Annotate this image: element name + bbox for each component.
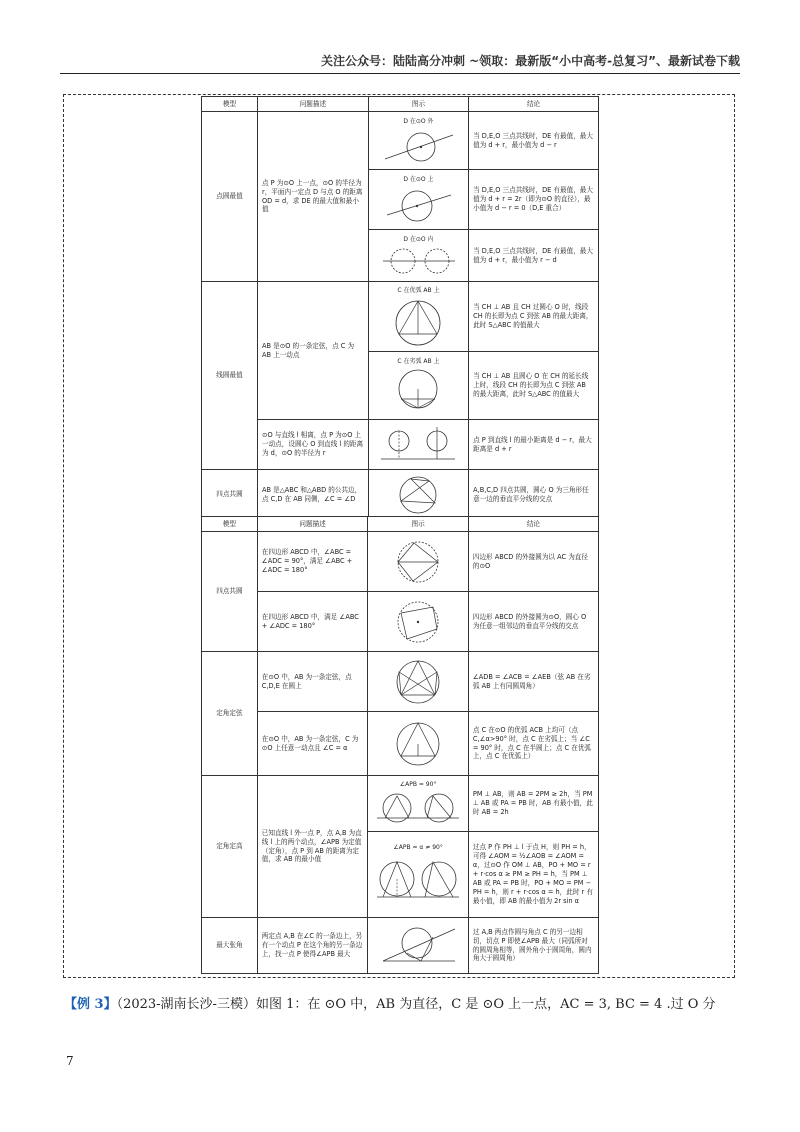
conclusion-cell: ∠ADB = ∠ACB = ∠AEB（弦 AB 在劣弧 AB 上有同圆周角） xyxy=(468,652,598,712)
figure-caption: ∠APB = 90° xyxy=(399,781,437,789)
figure-caption: ∠APB = α ≠ 90° xyxy=(393,844,443,852)
point-inside-circle-figure xyxy=(377,245,459,277)
chord-minor-arc-figure xyxy=(377,367,459,415)
figure-caption: D 在⊙O 内 xyxy=(403,236,434,244)
col-conclusion: 结论 xyxy=(468,517,598,532)
table-row xyxy=(202,776,599,832)
figure-cell xyxy=(368,832,469,918)
table-row xyxy=(202,652,599,712)
circle-line-figure xyxy=(377,425,459,465)
conclusion-cell: 点 P 到直线 l 的最小距离是 d − r，最大距离是 d + r xyxy=(469,420,599,470)
fixed-angle-chord-figure xyxy=(377,720,459,768)
inscribed-angles-figure xyxy=(377,658,459,706)
desc-cell: AB 是⊙O 的一条定弦，点 C 为 AB 上一动点 xyxy=(257,282,368,420)
model-table-2 xyxy=(201,516,599,974)
conclusion-cell: 当 CH ⊥ AB 且圆心 O 在 CH 的延长线上时，线段 CH 的长即为点 C 到弦 AB 的最大距离，此时 S△ABC 的值最大 xyxy=(469,352,599,420)
point-outside-circle-figure xyxy=(377,127,459,165)
header-rule xyxy=(60,73,740,74)
col-desc: 问题描述 xyxy=(257,97,368,112)
example-body: （2023-湖南长沙-三模）如图 1：在 ⊙O 中，AB 为直径，C 是 ⊙O 上一点，AC = 3, BC = 4 .过 O 分 xyxy=(116,997,716,1012)
model-cell: 定角定高 xyxy=(202,776,258,918)
table-row xyxy=(202,712,599,776)
figure-cell xyxy=(368,230,468,282)
table-header-row xyxy=(202,517,599,532)
desc-cell: 在⊙O 中，AB 为一条定弦，点 C,D,E 在圆上 xyxy=(257,652,368,712)
figure-cell xyxy=(368,470,468,520)
conclusion-cell: 点 C 在⊙O 的优弧 ACB 上均可（点 C,∠α>90° 时，点 C 在劣弧上；当 ∠C = 90° 时，点 C 在半圆上；点 C 在优弧上，点 C 在优弧上） xyxy=(468,712,598,776)
model-cell: 四点共圆 xyxy=(202,532,258,652)
table-row xyxy=(202,420,599,470)
right-angle-height-figure xyxy=(375,790,461,828)
four-concyclic-figure xyxy=(377,473,459,517)
figure-caption: D 在⊙O 上 xyxy=(403,176,434,184)
col-figure: 图示 xyxy=(368,517,469,532)
table-header-row xyxy=(202,97,599,112)
model-cell: 线圆最值 xyxy=(202,282,258,470)
table-row xyxy=(202,470,599,520)
desc-cell: AB 是△ABC 和△ABD 的公共边，点 C,D 在 AB 同侧，∠C = ∠D xyxy=(257,470,368,520)
conclusion-cell: 过点 P 作 PH ⊥ l 于点 H，则 PH = h，可得 ∠AOM = ½∠AOB = ∠AOM = α，过⊙O 作 OM ⊥ AB，PO + MO = r + r·cos α ≥ PM ≥ PH = h，当 PM ⊥ AB 或 PA = PB 时，PO + MO = PM − PH = h，则 r + r·cos α = h，此时 r 有最小值，即 AB 的最小值为 2r sin α xyxy=(468,832,598,918)
conclusion-cell: 四边形 ABCD 的外接圆为以 AC 为直径的⊙O xyxy=(468,532,598,592)
figure-cell xyxy=(368,420,468,470)
figure-cell xyxy=(368,712,469,776)
max-angle-figure xyxy=(377,923,459,969)
model-cell: 最大张角 xyxy=(202,918,258,974)
figure-caption: D 在⊙O 外 xyxy=(403,118,434,126)
col-model: 模型 xyxy=(202,97,258,112)
desc-cell: 在四边形 ABCD 中，∠ABC = ∠ADC = 90°，满足 ∠ABC + ∠ADC = 180° xyxy=(257,532,368,592)
table-row xyxy=(202,282,599,352)
figure-cell xyxy=(368,352,468,420)
example-3-text xyxy=(64,993,716,1012)
col-figure: 图示 xyxy=(368,97,468,112)
conclusion-cell: PM ⊥ AB，则 AB = 2PM ≥ 2h，当 PM ⊥ AB 或 PA = PB 时，AB 有最小值，此时 AB = 2h xyxy=(468,776,598,832)
col-model: 模型 xyxy=(202,517,258,532)
table-row xyxy=(202,592,599,652)
figure-caption: C 在优弧 AB 上 xyxy=(397,287,440,295)
figure-cell xyxy=(368,112,468,170)
conclusion-cell: 当 D,E,O 三点共线时，DE 有最值，最大值为 d + r，最小值为 d − r xyxy=(469,112,599,170)
desc-cell: ⊙O 与直线 l 相离，点 P 为⊙O 上一动点，设圆心 O 到直线 l 的距离为 d，⊙O 的半径为 r xyxy=(257,420,368,470)
desc-cell: 已知直线 l 外一点 P，点 A,B 为直线 l 上的两个动点，∠APB 为定值（定角），点 P 到 AB 的距离为定值，求 AB 的最小值 xyxy=(257,776,368,918)
model-cell: 点圆最值 xyxy=(202,112,258,282)
right-angle-quad-figure xyxy=(377,539,459,585)
figure-caption: C 在劣弧 AB 上 xyxy=(397,358,440,366)
conclusion-cell: 当 CH ⊥ AB 且 CH 过圆心 O 时，线段 CH 的长即为点 C 到弦 AB 的最大距离，此时 S△ABC 的值最大 xyxy=(469,282,599,352)
table-row xyxy=(202,532,599,592)
table-row xyxy=(202,112,599,170)
model-table-1 xyxy=(201,96,599,520)
page-number: 7 xyxy=(66,1054,74,1068)
cyclic-quad-figure xyxy=(377,599,459,645)
conclusion-cell: 当 D,E,O 三点共线时，DE 有最值，最大值为 d + r = 2r（即为⊙O 的直径），最小值为 d − r = 0（D,E 重合） xyxy=(469,170,599,230)
conclusion-cell: 四边形 ABCD 的外接圆为⊙O，圆心 O 为任意一组邻边的垂直平分线的交点 xyxy=(468,592,598,652)
general-angle-height-figure xyxy=(375,853,461,907)
example-tag: 【例 3】 xyxy=(64,997,117,1012)
col-conclusion: 结论 xyxy=(469,97,599,112)
figure-cell xyxy=(368,532,469,592)
chord-major-arc-figure xyxy=(377,296,459,348)
model-cell: 四点共圆 xyxy=(202,470,258,520)
conclusion-cell: 过 A,B 两点作圆与角点 C 的另一边相切，切点 P 即使∠APB 最大（同弧所对的圆周角相等，圆外角小于圆周角，圆内角大于圆周角） xyxy=(468,918,598,974)
desc-cell: 两定点 A,B 在∠C 的一条边上，另有一个动点 P 在这个角的另一条边上，找一点 P 使得∠APB 最大 xyxy=(257,918,368,974)
conclusion-cell: 当 D,E,O 三点共线时，DE 有最值，最大值为 d + r，最小值为 r − d xyxy=(469,230,599,282)
figure-cell xyxy=(368,170,468,230)
page-header: 关注公众号：陆陆高分冲刺 ~领取：最新版“小中高考-总复习”、最新试卷下载 xyxy=(321,54,740,68)
desc-cell: 在⊙O 中，AB 为一条定弦，C 为⊙O 上任意一动点且 ∠C = α xyxy=(257,712,368,776)
desc-cell: 点 P 为⊙O 上一点，⊙O 的半径为 r，平面内一定点 D 与点 O 的距离 OD = d，求 DE 的最大值和最小值 xyxy=(257,112,368,282)
figure-cell xyxy=(368,652,469,712)
point-on-circle-figure xyxy=(377,185,459,225)
table-row xyxy=(202,918,599,974)
col-desc: 问题描述 xyxy=(257,517,368,532)
desc-cell: 在四边形 ABCD 中，满足 ∠ABC + ∠ADC = 180° xyxy=(257,592,368,652)
figure-cell xyxy=(368,592,469,652)
model-cell: 定角定弦 xyxy=(202,652,258,776)
figure-cell xyxy=(368,918,469,974)
figure-cell xyxy=(368,776,469,832)
conclusion-cell: A,B,C,D 四点共圆，圆心 O 为三角形任意一边的垂直平分线的交点 xyxy=(469,470,599,520)
figure-cell xyxy=(368,282,468,352)
